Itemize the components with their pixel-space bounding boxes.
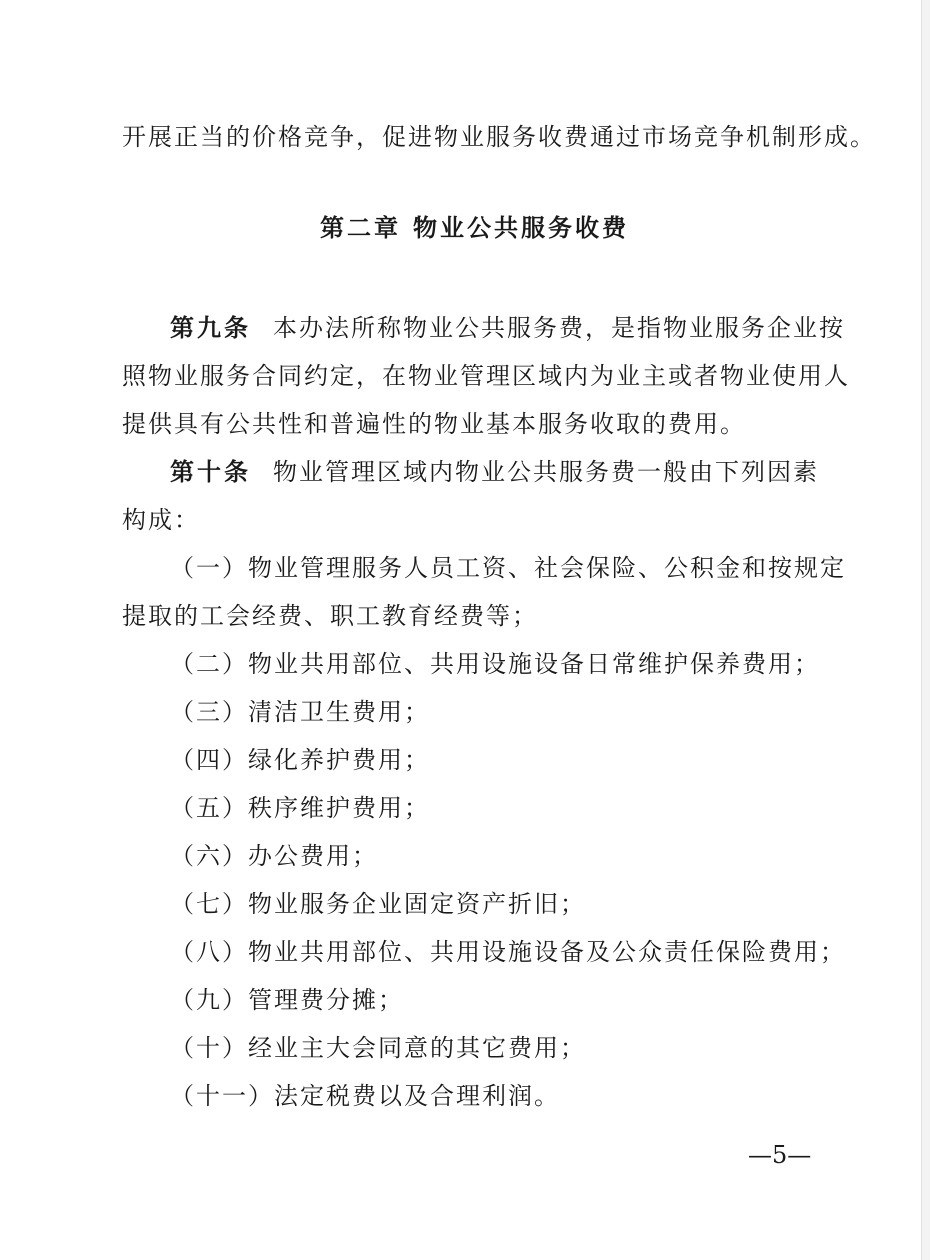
article-10-label: 第十条 (170, 458, 251, 486)
list-item-7: （七）物业服务企业固定资产折旧； (170, 890, 586, 918)
article-10-text-1: 物业管理区域内物业公共服务费一般由下列因素 (273, 458, 819, 486)
chapter-heading (320, 213, 629, 243)
list-item-1: （一）物业管理服务人员工资、社会保险、公积金和按规定 (170, 554, 846, 582)
article-9-first-line (170, 313, 845, 343)
list-item-3: （三）清洁卫生费用； (170, 698, 430, 726)
article-9-label: 第九条 (170, 314, 251, 342)
article-9-text-1: 本办法所称物业公共服务费，是指物业服务企业按 (273, 314, 845, 342)
list-item-5: （五）秩序维护费用； (170, 794, 430, 822)
continuation-paragraph: 开展正当的价格竞争，促进物业服务收费通过市场竞争机制形成。 (122, 123, 876, 151)
article-10-text-2: 构成： (122, 506, 200, 534)
page-number: —5— (748, 1141, 812, 1169)
chapter-number: 第二章 (320, 214, 401, 242)
list-item-2: （二）物业共用部位、共用设施设备日常维护保养费用； (170, 650, 820, 678)
list-item-1-cont: 提取的工会经费、职工教育经费等； (122, 602, 538, 630)
article-9-text-3: 提供具有公共性和普遍性的物业基本服务收取的费用。 (122, 410, 746, 438)
chapter-title: 物业公共服务收费 (413, 214, 629, 242)
article-9-text-2: 照物业服务合同约定，在物业管理区域内为业主或者物业使用人 (122, 362, 850, 390)
page-edge-divider (921, 0, 930, 1260)
list-item-11: （十一）法定税费以及合理利润。 (170, 1082, 560, 1110)
article-10-first-line (170, 457, 819, 487)
list-item-8: （八）物业共用部位、共用设施设备及公众责任保险费用； (170, 938, 846, 966)
list-item-10: （十）经业主大会同意的其它费用； (170, 1034, 586, 1062)
list-item-6: （六）办公费用； (170, 842, 378, 870)
list-item-4: （四）绿化养护费用； (170, 746, 430, 774)
list-item-9: （九）管理费分摊； (170, 986, 404, 1014)
